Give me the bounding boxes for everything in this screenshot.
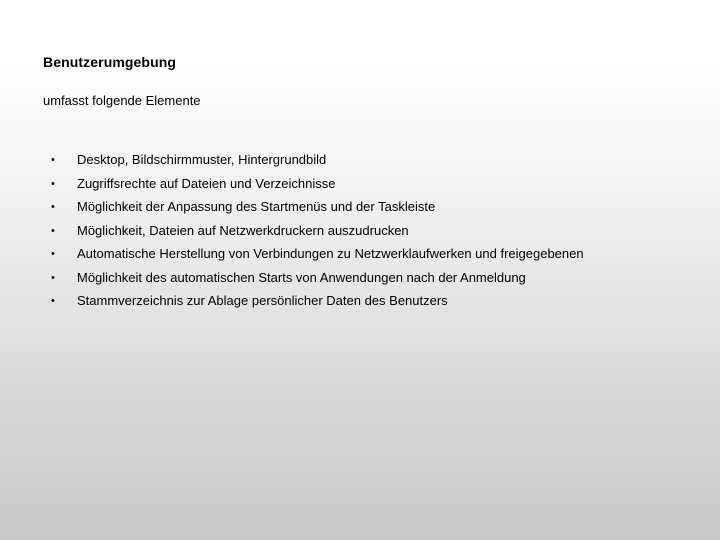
bullet-text: Stammverzeichnis zur Ablage persönlicher Daten des Benutzers [77,293,448,308]
bullet-text: Desktop, Bildschirmmuster, Hintergrundbild [77,152,327,167]
bullet-icon: • [51,154,55,166]
bullet-text: Möglichkeit der Anpassung des Startmenüs und der Taskleiste [77,199,436,214]
bullet-icon: • [51,295,55,307]
bullet-text: Möglichkeit des automatischen Starts von Anwendungen nach der Anmeldung [77,269,526,285]
bullet-icon: • [51,248,55,260]
bullet-icon: • [51,177,55,190]
bullet-icon: • [51,224,55,237]
slide-subtitle: umfasst folgende Elemente [43,93,201,108]
bullet-text: Zugriffsrechte auf Dateien und Verzeichnisse [77,175,336,191]
slide-title: Benutzerumgebung [43,54,177,70]
bullet-icon: • [51,201,55,213]
bullet-icon: • [51,271,55,284]
bullet-text: Möglichkeit, Dateien auf Netzwerkdruckern auszudrucken [77,222,409,238]
bullet-text: Automatische Herstellung von Verbindungen zu Netzwerklaufwerken und freigegebenen [77,246,584,261]
